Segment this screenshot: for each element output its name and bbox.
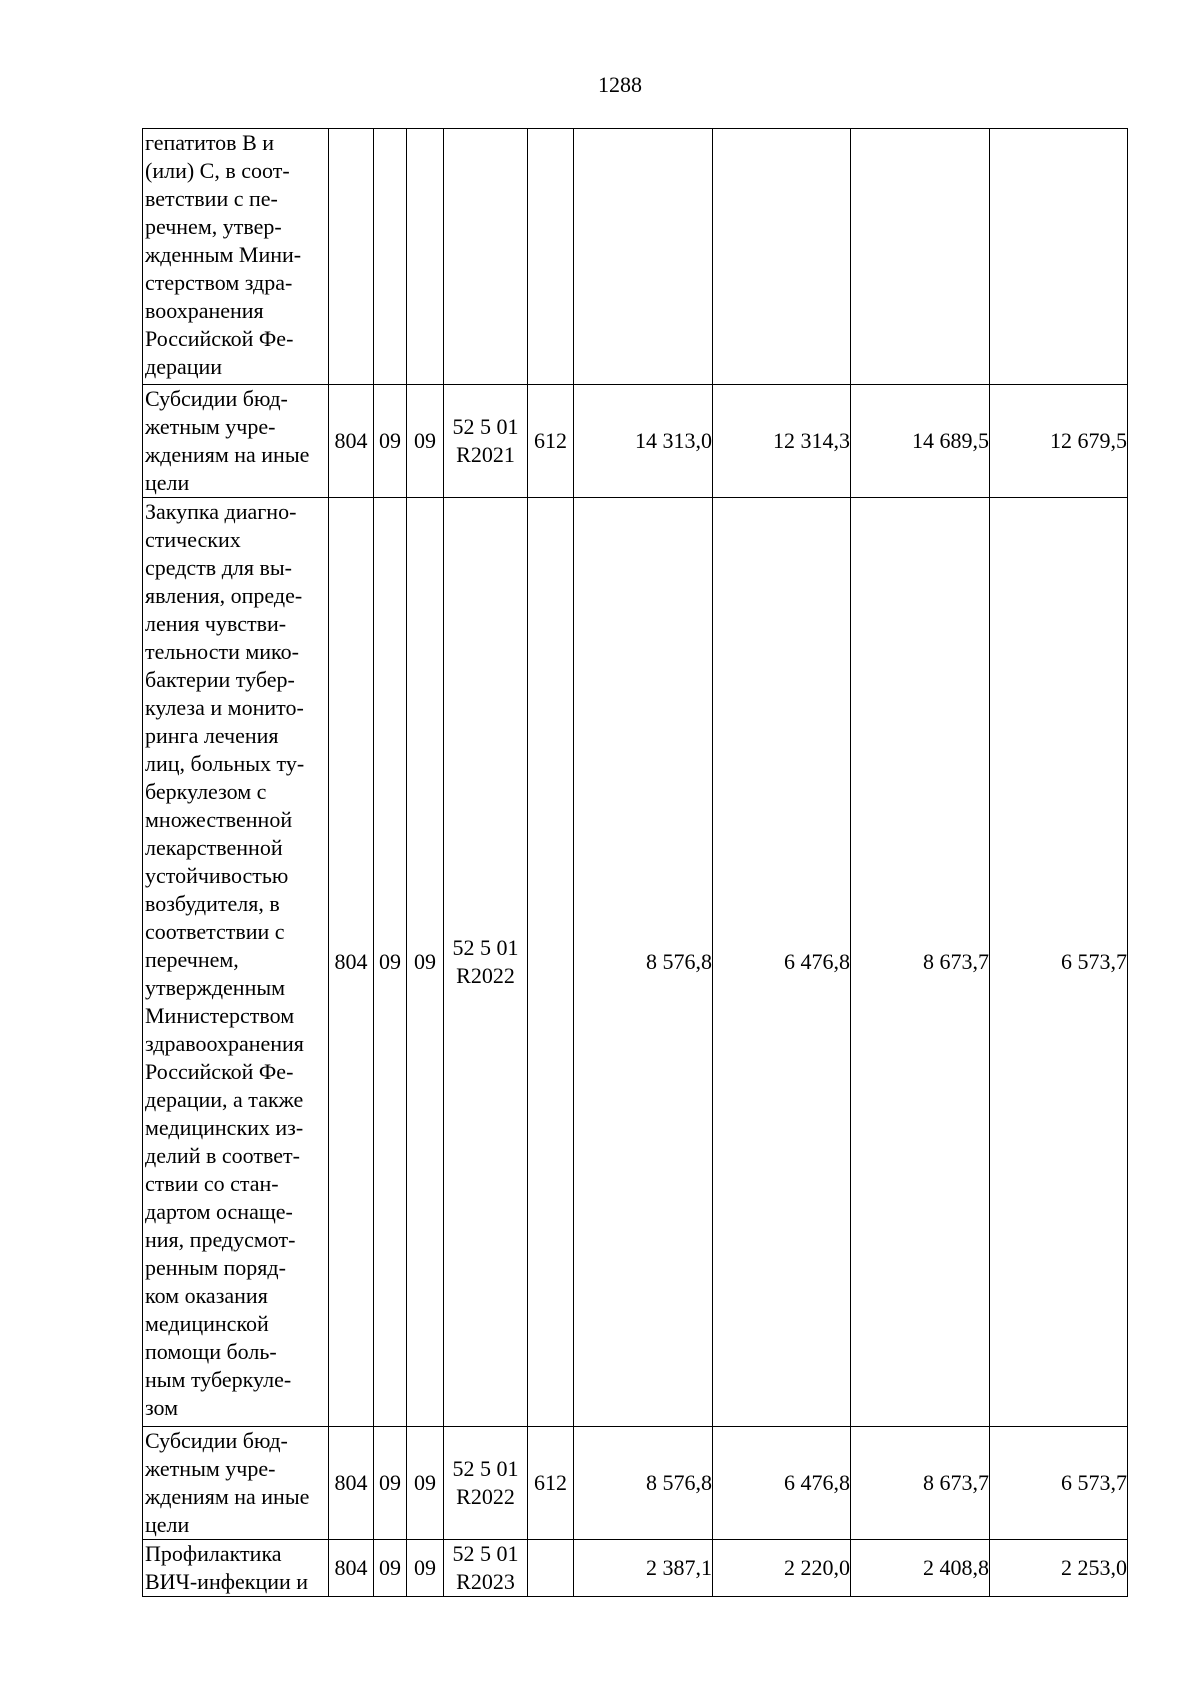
target-article-cell: [444, 498, 528, 1427]
row-name-line: Министерством: [145, 1003, 295, 1028]
row-name-line: речнем, утвер-: [145, 214, 282, 239]
row-name-line: множественной: [145, 807, 293, 832]
amount-cell-2: 6 476,8: [713, 1427, 851, 1540]
target-article-cell: [444, 1540, 528, 1597]
row-name-line: ния, предусмот-: [145, 1227, 296, 1252]
amount-cell-1: 8 576,8: [574, 498, 713, 1427]
row-name-line: возбудителя, в: [145, 891, 280, 916]
row-name-line: кулеза и монито-: [145, 695, 304, 720]
row-name-line: здравоохранения: [145, 1031, 304, 1056]
target-article-cell: [444, 129, 528, 385]
target-article-line2: R2023: [456, 1569, 515, 1594]
amount-cell-2: [713, 129, 851, 385]
row-name-line: стических: [145, 527, 241, 552]
ministry-code-cell: [329, 129, 374, 385]
ministry-code-cell: 804: [329, 1540, 374, 1597]
row-name-cell: [143, 129, 329, 385]
row-name-cell: [143, 1540, 329, 1597]
row-name-line: жетным учре-: [145, 414, 276, 439]
row-name-line: Российской Фе-: [145, 326, 294, 351]
ministry-code-cell: 804: [329, 385, 374, 498]
row-name-line: медицинских из-: [145, 1115, 304, 1140]
amount-cell-3: 8 673,7: [851, 1427, 990, 1540]
section-code-cell: [374, 129, 407, 385]
section-code-cell: 09: [374, 385, 407, 498]
row-name-line: Субсидии бюд-: [145, 1428, 288, 1453]
target-article-line2: R2022: [456, 1484, 515, 1509]
amount-cell-3: 14 689,5: [851, 385, 990, 498]
row-name-line: средств для вы-: [145, 555, 292, 580]
amount-cell-3: [851, 129, 990, 385]
amount-cell-1: [574, 129, 713, 385]
amount-cell-4: [990, 129, 1128, 385]
row-name-line: ветствии с пе-: [145, 186, 278, 211]
table-row: [143, 498, 1128, 1427]
row-name-line: воохранения: [145, 298, 264, 323]
amount-cell-3: 8 673,7: [851, 498, 990, 1427]
row-name-line: делий в соответ-: [145, 1143, 300, 1168]
table-row: [143, 129, 1128, 385]
row-name-line: лиц, больных ту-: [145, 751, 305, 776]
target-article-line2: R2022: [456, 963, 515, 988]
row-name-line: жденным Мини-: [145, 242, 302, 267]
row-name-line: ления чувстви-: [145, 611, 287, 636]
amount-cell-4: 6 573,7: [990, 498, 1128, 1427]
amount-cell-2: 6 476,8: [713, 498, 851, 1427]
expense-type-cell: [528, 129, 574, 385]
row-name-line: ждениям на иные: [145, 442, 310, 467]
page-number: 1288: [598, 72, 642, 97]
row-name-cell: [143, 1427, 329, 1540]
amount-cell-3: 2 408,8: [851, 1540, 990, 1597]
row-name-line: тельности мико-: [145, 639, 299, 664]
row-name-line: перечнем,: [145, 947, 239, 972]
row-name-line: помощи боль-: [145, 1339, 277, 1364]
row-name-line: ком оказания: [145, 1283, 268, 1308]
expense-type-cell: [528, 1540, 574, 1597]
row-name-line: зом: [145, 1395, 179, 1420]
row-name-line: ствии со стан-: [145, 1171, 279, 1196]
row-name-line: гепатитов В и: [145, 130, 275, 155]
row-name-line: соответствии с: [145, 919, 285, 944]
section-code-cell: 09: [374, 1540, 407, 1597]
row-name-line: жетным учре-: [145, 1456, 276, 1481]
row-name-line: (или) С, в соот-: [145, 158, 290, 183]
expense-type-cell: 612: [528, 1427, 574, 1540]
amount-cell-2: 12 314,3: [713, 385, 851, 498]
target-article-line1: 52 5 01: [452, 1541, 519, 1566]
table-row: [143, 1540, 1128, 1597]
amount-cell-4: 12 679,5: [990, 385, 1128, 498]
row-name-line: беркулезом с: [145, 779, 267, 804]
row-name-line: Профилактика: [145, 1541, 282, 1566]
amount-cell-1: 2 387,1: [574, 1540, 713, 1597]
row-name-line: ВИЧ-инфекции и: [145, 1569, 309, 1594]
ministry-code-cell: 804: [329, 498, 374, 1427]
table-row: [143, 385, 1128, 498]
row-name-line: медицинской: [145, 1311, 269, 1336]
expense-type-cell: [528, 498, 574, 1427]
budget-table: [142, 128, 1128, 1597]
target-article-cell: [444, 385, 528, 498]
target-article-cell: [444, 1427, 528, 1540]
target-article-line1: 52 5 01: [452, 935, 519, 960]
row-name-cell: [143, 498, 329, 1427]
row-name-line: дерации, а также: [145, 1087, 304, 1112]
row-name-line: бактерии тубер-: [145, 667, 295, 692]
subsection-code-cell: 09: [407, 1540, 444, 1597]
row-name-line: ным туберкуле-: [145, 1367, 292, 1392]
row-name-line: ренным поряд-: [145, 1255, 286, 1280]
row-name-line: цели: [145, 1512, 190, 1537]
target-article-line2: R2021: [456, 442, 515, 467]
row-name-line: явления, опреде-: [145, 583, 303, 608]
amount-cell-4: 2 253,0: [990, 1540, 1128, 1597]
section-code-cell: 09: [374, 1427, 407, 1540]
row-name-cell: [143, 385, 329, 498]
row-name-line: цели: [145, 470, 190, 495]
amount-cell-4: 6 573,7: [990, 1427, 1128, 1540]
row-name-line: Российской Фе-: [145, 1059, 294, 1084]
row-name-line: дерации: [145, 354, 223, 379]
expense-type-cell: 612: [528, 385, 574, 498]
subsection-code-cell: 09: [407, 1427, 444, 1540]
row-name-line: устойчивостью: [145, 863, 289, 888]
row-name-line: ждениям на иные: [145, 1484, 310, 1509]
amount-cell-2: 2 220,0: [713, 1540, 851, 1597]
table-row: [143, 1427, 1128, 1540]
row-name-line: Закупка диагно-: [145, 499, 297, 524]
row-name-line: ринга лечения: [145, 723, 279, 748]
row-name-line: лекарственной: [145, 835, 283, 860]
subsection-code-cell: [407, 129, 444, 385]
ministry-code-cell: 804: [329, 1427, 374, 1540]
amount-cell-1: 14 313,0: [574, 385, 713, 498]
subsection-code-cell: 09: [407, 498, 444, 1427]
row-name-line: стерством здра-: [145, 270, 293, 295]
amount-cell-1: 8 576,8: [574, 1427, 713, 1540]
target-article-line1: 52 5 01: [452, 1456, 519, 1481]
row-name-line: утвержденным: [145, 975, 286, 1000]
section-code-cell: 09: [374, 498, 407, 1427]
subsection-code-cell: 09: [407, 385, 444, 498]
row-name-line: дартом оснаще-: [145, 1199, 293, 1224]
row-name-line: Субсидии бюд-: [145, 386, 288, 411]
target-article-line1: 52 5 01: [452, 414, 519, 439]
